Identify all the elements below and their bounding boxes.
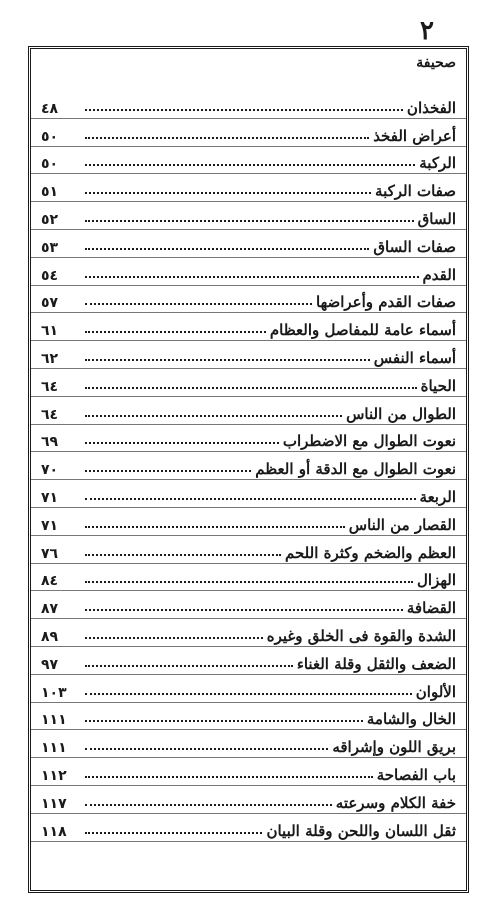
toc-entry: [31, 562, 466, 590]
toc-entry-title: نعوت الطوال مع الدقة أو العظم: [255, 460, 456, 479]
toc-entry: [31, 756, 466, 784]
toc-entry: [31, 784, 466, 812]
toc-entry: [31, 339, 466, 367]
dot-leader: [85, 720, 363, 722]
dot-leader: [85, 359, 370, 361]
toc-entry-page: ١١٨: [41, 823, 67, 840]
toc-entry-page: ٥٠: [41, 156, 59, 173]
toc-entry-page: ٥٧: [41, 295, 59, 312]
toc-entry-title: الساق: [417, 209, 456, 228]
toc-entry: [31, 311, 466, 339]
toc-entry: [31, 617, 466, 645]
toc-entry-page: ٧٦: [41, 545, 59, 562]
dot-leader: [85, 748, 328, 750]
dot-leader: [85, 609, 403, 611]
toc-entry: [31, 478, 466, 506]
toc-entry: [31, 701, 466, 729]
toc-entry-title: ثقل اللسان واللحن وقلة البيان: [266, 821, 456, 840]
toc-entry-title: الربعة: [419, 487, 456, 506]
toc-entry-title: الخال والشامة: [366, 710, 456, 729]
toc-entry-page: ١١١: [41, 712, 67, 729]
dot-leader: [85, 526, 345, 528]
dot-leader: [85, 387, 417, 389]
toc-entry-title: باب الفصاحة: [376, 765, 456, 784]
toc-entry: [31, 812, 466, 840]
dot-leader: [85, 442, 279, 444]
toc-entry: [31, 673, 466, 701]
toc-entry-title: بريق اللون وإشراقه: [332, 738, 456, 757]
toc-entry-page: ٥٤: [41, 267, 59, 284]
toc-entry-page: ٦٤: [41, 406, 59, 423]
toc-entry: [31, 506, 466, 534]
toc-entry-page: ٥١: [41, 184, 59, 201]
dot-leader: [85, 303, 312, 305]
dot-leader: [85, 276, 419, 278]
toc-entry-page: ٧١: [41, 517, 59, 534]
toc-entry: [31, 589, 466, 617]
dot-leader: [85, 693, 412, 695]
toc-entry-page: ٦٢: [41, 350, 59, 367]
toc-entry-title: صفات الركبة: [375, 182, 456, 201]
toc-entry-page: ٦٤: [41, 378, 59, 395]
dot-leader: [85, 137, 369, 139]
toc-entry: [31, 200, 466, 228]
toc-entry: [31, 367, 466, 395]
toc-entry-page: ١٠٣: [41, 684, 67, 701]
toc-entry-title: خفة الكلام وسرعته: [335, 793, 456, 812]
toc-entry-page: ١١٧: [41, 795, 67, 812]
toc-entry-page: ٨٧: [41, 601, 59, 618]
toc-entry: [31, 645, 466, 673]
toc-entry-page: ١١٢: [41, 767, 67, 784]
toc-entry-page: ٥٠: [41, 128, 59, 145]
toc-entry: [31, 728, 466, 756]
toc-entry: [31, 423, 466, 451]
dot-leader: [85, 554, 281, 556]
toc-entry-title: الفخذان: [406, 98, 456, 117]
toc-frame: [28, 46, 469, 893]
toc-entry: [31, 89, 466, 117]
toc-entry-title: القدم: [422, 265, 456, 284]
toc-entry: [31, 534, 466, 562]
toc-entry-page: ٦١: [41, 323, 59, 340]
toc-entry-title: الشدة والقوة فى الخلق وغيره: [266, 626, 456, 645]
dot-leader: [85, 192, 371, 194]
toc-entry-title: أعراض الفخذ: [373, 126, 456, 145]
toc-entry-title: الحياة: [420, 376, 456, 395]
dot-leader: [85, 331, 266, 333]
page-column-header: صحيفة: [416, 55, 456, 71]
toc-entry-page: ١١١: [41, 740, 67, 757]
dot-leader: [85, 498, 416, 500]
toc-entry: [31, 228, 466, 256]
toc-entry-page: ٩٧: [41, 656, 59, 673]
dot-leader: [85, 804, 332, 806]
dot-leader: [85, 220, 414, 222]
toc-entry-title: الهزال: [417, 571, 456, 590]
dot-leader: [85, 248, 369, 250]
dot-leader: [85, 832, 262, 834]
toc-list: [31, 89, 466, 840]
toc-entry-page: ٧١: [41, 489, 59, 506]
toc-entry: [31, 145, 466, 173]
toc-entry-title: العظم والضخم وكثرة اللحم: [285, 543, 456, 562]
toc-entry: [31, 256, 466, 284]
toc-entry-page: ٥٣: [41, 239, 59, 256]
toc-entry-page: ٨٤: [41, 573, 59, 590]
toc-entry-title: نعوت الطوال مع الاضطراب: [282, 432, 456, 451]
toc-entry-page: ٨٩: [41, 628, 59, 645]
dot-leader: [85, 415, 342, 417]
page-number: ٢: [420, 16, 434, 46]
dot-leader: [85, 581, 413, 583]
toc-entry-title: الضعف والثقل وقلة الغناء: [296, 654, 456, 673]
toc-entry-title: الركبة: [419, 154, 456, 173]
toc-entry: [31, 284, 466, 312]
toc-entry-page: ٤٨: [41, 100, 59, 117]
toc-entry-title: أسماء عامة للمفاصل والعظام: [269, 321, 456, 340]
toc-entry: [31, 450, 466, 478]
toc-entry-title: أسماء النفس: [373, 348, 456, 367]
toc-entry-title: القضافة: [406, 599, 456, 618]
dot-leader: [85, 776, 373, 778]
toc-entry-title: الألوان: [415, 682, 456, 701]
dot-leader: [85, 637, 263, 639]
toc-entry-title: الطوال من الناس: [346, 404, 456, 423]
toc-entry: [31, 395, 466, 423]
dot-leader: [85, 164, 415, 166]
toc-entry-page: ٧٠: [41, 462, 59, 479]
toc-entry-page: ٦٩: [41, 434, 59, 451]
toc-entry-title: صفات القدم وأعراضها: [316, 293, 456, 312]
dot-leader: [85, 665, 293, 667]
toc-entry-title: القصار من الناس: [348, 515, 456, 534]
toc-entry: [31, 172, 466, 200]
toc-entry-page: ٥٢: [41, 211, 59, 228]
toc-entry: [31, 117, 466, 145]
row-separator: [31, 841, 466, 842]
toc-entry-title: صفات الساق: [373, 237, 456, 256]
dot-leader: [85, 470, 251, 472]
dot-leader: [85, 109, 403, 111]
